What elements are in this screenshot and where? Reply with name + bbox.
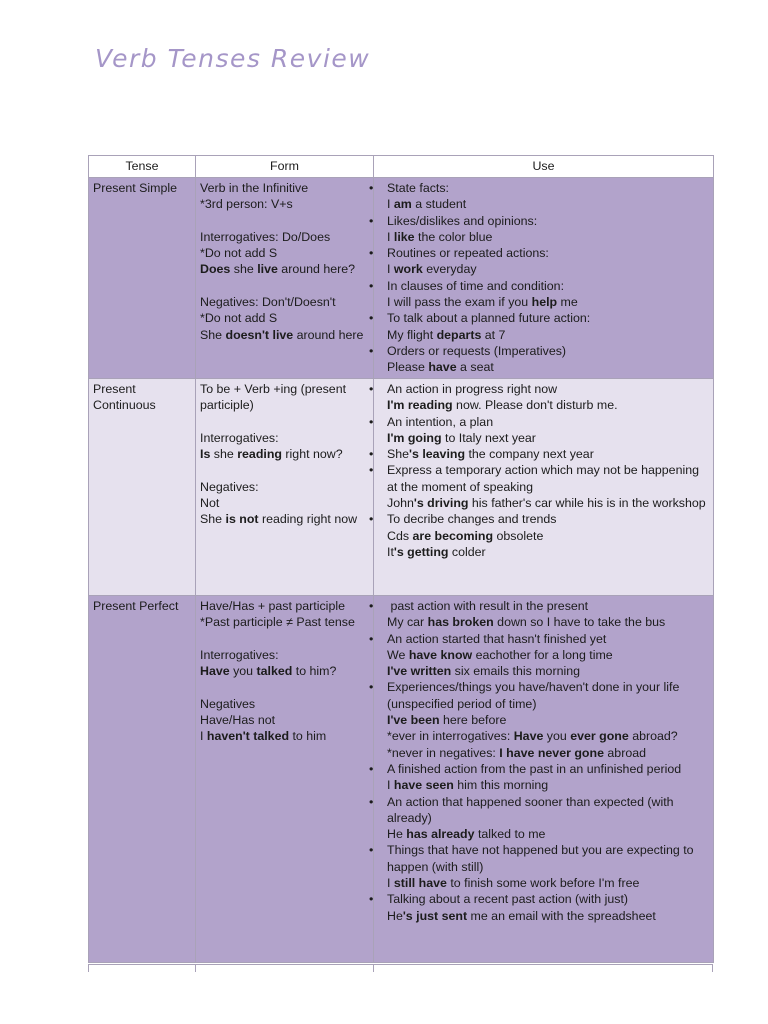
use-example bbox=[378, 544, 709, 560]
use-example bbox=[378, 294, 709, 310]
form-line bbox=[200, 631, 369, 647]
use-heading bbox=[369, 245, 709, 261]
bold-text: is not bbox=[225, 512, 259, 527]
text-run: *Do not add S bbox=[200, 246, 278, 261]
text-run: his father's car while his is in the workshop bbox=[468, 496, 706, 511]
use-text: State facts: bbox=[387, 181, 449, 195]
bullet-icon: • bbox=[369, 311, 374, 326]
text-run: She bbox=[387, 447, 410, 462]
bold-text: 's leaving bbox=[409, 447, 466, 462]
use-item bbox=[369, 213, 709, 246]
bold-text: talked bbox=[256, 664, 293, 679]
use-item bbox=[369, 446, 709, 462]
use-example bbox=[378, 327, 709, 343]
bullet-icon: • bbox=[369, 246, 374, 261]
form-line bbox=[200, 381, 369, 397]
use-text: Routines or repeated actions: bbox=[387, 246, 549, 261]
form-cell bbox=[196, 379, 374, 596]
use-item bbox=[369, 794, 709, 843]
form-line bbox=[200, 495, 369, 511]
text-run: He bbox=[387, 908, 403, 923]
bold-text: have bbox=[428, 360, 457, 375]
form-line bbox=[200, 479, 369, 495]
use-item bbox=[369, 891, 709, 924]
form-line bbox=[200, 696, 369, 712]
bullet-icon: • bbox=[369, 680, 374, 695]
bold-text: have know bbox=[408, 647, 473, 662]
table-row bbox=[89, 178, 714, 379]
bullet-icon: • bbox=[369, 382, 374, 396]
use-example bbox=[378, 663, 709, 679]
text-run: participle) bbox=[200, 398, 254, 413]
text-run: I bbox=[387, 229, 394, 244]
text-run: talked to me bbox=[474, 827, 546, 842]
text-run: the company next year bbox=[465, 447, 594, 462]
text-run: to Italy next year bbox=[441, 430, 536, 445]
use-example bbox=[378, 826, 709, 842]
text-run: I bbox=[387, 778, 394, 793]
text-run: here before bbox=[439, 713, 507, 728]
form-line bbox=[200, 261, 369, 277]
use-heading bbox=[369, 414, 709, 430]
text-run: obsolete bbox=[493, 528, 544, 543]
bold-text: live bbox=[257, 262, 278, 277]
use-text: An action started that hasn't finished yet bbox=[387, 631, 607, 646]
use-text: Likes/dislikes and opinions: bbox=[387, 213, 538, 228]
use-text: past action with result in the present bbox=[387, 599, 589, 613]
text-run: I bbox=[387, 262, 394, 277]
text-run: *3rd person: V+s bbox=[200, 197, 293, 212]
text-run: she bbox=[230, 262, 258, 277]
form-line bbox=[200, 647, 369, 663]
text-run: you bbox=[229, 664, 257, 679]
use-heading bbox=[369, 462, 709, 495]
bold-text: help bbox=[531, 295, 558, 310]
form-cell bbox=[196, 596, 374, 963]
text-run: Negatives: bbox=[200, 479, 259, 494]
use-item bbox=[369, 245, 709, 278]
form-line bbox=[200, 180, 369, 196]
text-run: Please bbox=[387, 360, 429, 375]
tense-cell bbox=[89, 178, 196, 379]
use-item bbox=[369, 761, 709, 794]
form-line bbox=[200, 679, 369, 695]
use-heading bbox=[369, 679, 709, 712]
text-run: a seat bbox=[456, 360, 494, 375]
bullet-icon: • bbox=[369, 599, 374, 613]
text-run: John bbox=[387, 496, 414, 511]
text-run: to finish some work before I'm free bbox=[446, 876, 640, 891]
use-example bbox=[378, 712, 709, 728]
use-heading bbox=[369, 598, 709, 614]
bold-text: 's just sent bbox=[402, 908, 468, 923]
text-run: Not bbox=[200, 496, 220, 511]
text-run: Have/Has + past participle bbox=[200, 599, 345, 613]
text-run: Interrogatives: bbox=[200, 430, 279, 445]
text-run: Negatives bbox=[200, 696, 256, 711]
use-text: Orders or requests (Imperatives) bbox=[387, 343, 567, 358]
bullet-icon: • bbox=[369, 631, 374, 646]
use-text: Experiences/things you have/haven't done in your life (unspecified period of time) bbox=[387, 680, 680, 711]
form-line bbox=[200, 712, 369, 728]
bold-text: ever gone bbox=[570, 729, 629, 744]
use-item bbox=[369, 180, 709, 213]
table-header-row bbox=[89, 156, 714, 178]
text-run: you bbox=[543, 729, 571, 744]
bold-text: Have bbox=[200, 664, 230, 679]
use-text: Things that have not happened but you are expecting to happen (with still) bbox=[387, 843, 694, 874]
use-example bbox=[378, 196, 709, 212]
bold-text: haven't talked bbox=[206, 729, 290, 744]
text-run: I will pass the exam if you bbox=[387, 295, 532, 310]
bullet-icon: • bbox=[369, 343, 374, 358]
bold-text: 's getting bbox=[393, 544, 449, 559]
text-run: everyday bbox=[422, 262, 477, 277]
use-heading bbox=[369, 180, 709, 196]
text-run: around here bbox=[293, 327, 364, 342]
tense-name: Present Simple bbox=[93, 181, 178, 195]
use-item bbox=[369, 842, 709, 891]
text-run: now. Please don't disturb me. bbox=[452, 398, 618, 413]
text-run: Negatives: Don't/Doesn't bbox=[200, 295, 336, 310]
bold-text: am bbox=[393, 197, 412, 212]
text-run: Have/Has not bbox=[200, 713, 276, 728]
form-line bbox=[200, 213, 369, 229]
text-run: reading right now bbox=[258, 512, 358, 527]
table-row bbox=[89, 596, 714, 963]
use-item bbox=[369, 679, 709, 760]
bold-text: have seen bbox=[393, 778, 454, 793]
use-heading bbox=[369, 794, 709, 827]
use-text: An action in progress right now bbox=[387, 382, 558, 396]
text-run: right now? bbox=[281, 447, 343, 462]
use-example bbox=[378, 875, 709, 891]
table-row bbox=[89, 379, 714, 596]
text-run: I bbox=[200, 729, 207, 744]
bullet-icon: • bbox=[369, 447, 374, 462]
form-line bbox=[200, 598, 369, 614]
bold-text: I'm going bbox=[387, 430, 442, 445]
bold-text: departs bbox=[436, 327, 482, 342]
bold-text: has already bbox=[406, 827, 475, 842]
text-run: around here? bbox=[277, 262, 356, 277]
text-run: abroad? bbox=[628, 729, 678, 744]
bullet-icon: • bbox=[369, 843, 374, 858]
use-text: A finished action from the past in an unfinished period bbox=[387, 761, 682, 776]
form-line bbox=[200, 446, 369, 462]
tense-name: Present Continuous bbox=[93, 382, 156, 413]
bold-text: doesn't live bbox=[225, 327, 294, 342]
text-run: *never in negatives: bbox=[387, 745, 500, 760]
text-run: at 7 bbox=[481, 327, 506, 342]
use-cell bbox=[369, 379, 714, 596]
text-run: to him bbox=[289, 729, 327, 744]
use-example bbox=[378, 614, 709, 630]
bold-text: Have bbox=[513, 729, 544, 744]
text-run: She bbox=[200, 327, 226, 342]
use-example bbox=[378, 745, 709, 761]
bold-text: like bbox=[393, 229, 415, 244]
form-line bbox=[200, 229, 369, 245]
header-use: Use bbox=[374, 156, 714, 178]
use-item bbox=[369, 343, 709, 376]
text-run: she bbox=[210, 447, 238, 462]
form-line bbox=[200, 414, 369, 430]
text-run: *ever in interrogatives: bbox=[387, 729, 514, 744]
bullet-icon: • bbox=[369, 414, 374, 429]
use-example bbox=[378, 397, 709, 413]
use-heading bbox=[369, 310, 709, 326]
use-text: Talking about a recent past action (with just) bbox=[387, 892, 629, 907]
text-run: abroad bbox=[603, 745, 646, 760]
text-run: to him? bbox=[292, 664, 337, 679]
form-line bbox=[200, 614, 369, 630]
bullet-icon: • bbox=[369, 278, 374, 293]
bold-text: has broken bbox=[427, 615, 494, 630]
text-run: *Do not add S bbox=[200, 311, 278, 326]
bold-text: Does bbox=[200, 262, 231, 277]
form-line bbox=[200, 310, 369, 326]
text-run: six emails this morning bbox=[451, 664, 580, 679]
use-text: To decribe changes and trends bbox=[387, 512, 557, 527]
use-item bbox=[369, 598, 709, 631]
bold-text: reading bbox=[237, 447, 282, 462]
use-heading bbox=[369, 511, 709, 527]
text-run: *Past participle ≠ Past tense bbox=[200, 615, 355, 630]
form-line bbox=[200, 462, 369, 478]
use-item bbox=[369, 278, 709, 311]
bullet-icon: • bbox=[369, 463, 374, 478]
use-text: In clauses of time and condition: bbox=[387, 278, 565, 293]
use-heading bbox=[369, 213, 709, 229]
use-heading bbox=[369, 381, 709, 397]
text-run: Interrogatives: Do/Does bbox=[200, 229, 331, 244]
bullet-icon: • bbox=[369, 892, 374, 907]
form-line bbox=[200, 663, 369, 679]
use-heading bbox=[369, 631, 709, 647]
use-example bbox=[378, 528, 709, 544]
text-run: My flight bbox=[387, 327, 437, 342]
bullet-icon: • bbox=[369, 181, 374, 195]
use-heading bbox=[369, 343, 709, 359]
form-line bbox=[200, 278, 369, 294]
bullet-icon: • bbox=[369, 761, 374, 776]
use-item bbox=[369, 631, 709, 680]
bullet-icon: • bbox=[369, 794, 374, 809]
form-cell bbox=[196, 178, 374, 379]
bullet-icon: • bbox=[369, 512, 374, 527]
use-heading bbox=[369, 446, 709, 462]
text-run: him this morning bbox=[453, 778, 549, 793]
text-run: I bbox=[387, 197, 394, 212]
text-run: Interrogatives: bbox=[200, 647, 279, 662]
use-example bbox=[378, 359, 709, 375]
text-run: He bbox=[387, 827, 407, 842]
use-example bbox=[378, 647, 709, 663]
tense-name: Present Perfect bbox=[93, 599, 179, 613]
header-form: Form bbox=[196, 156, 374, 178]
bold-text: are becoming bbox=[412, 528, 494, 543]
use-example bbox=[378, 777, 709, 793]
bold-text: I've written bbox=[387, 664, 452, 679]
use-item bbox=[369, 462, 709, 511]
use-heading bbox=[369, 842, 709, 875]
header-tense: Tense bbox=[89, 156, 196, 178]
page-title: Verb Tenses Review bbox=[95, 44, 371, 73]
text-run: Cds bbox=[387, 528, 413, 543]
use-item bbox=[369, 511, 709, 560]
text-run: a student bbox=[411, 197, 467, 212]
text-run: down so I have to take the bus bbox=[493, 615, 666, 630]
form-line bbox=[200, 294, 369, 310]
use-example bbox=[378, 229, 709, 245]
use-example bbox=[378, 261, 709, 277]
text-run: She bbox=[200, 512, 226, 527]
use-text: An intention, a plan bbox=[387, 414, 494, 429]
form-line bbox=[200, 196, 369, 212]
use-cell bbox=[369, 596, 714, 963]
form-line bbox=[200, 728, 369, 744]
use-item bbox=[369, 414, 709, 447]
use-item bbox=[369, 381, 709, 414]
tense-cell bbox=[89, 379, 196, 596]
text-run: me an email with the spreadsheet bbox=[467, 908, 656, 923]
form-line bbox=[200, 430, 369, 446]
bold-text: Is bbox=[200, 447, 211, 462]
bold-text: I've been bbox=[387, 713, 440, 728]
form-line bbox=[200, 511, 369, 527]
text-run: I bbox=[387, 876, 394, 891]
use-text: An action that happened sooner than expected (with already) bbox=[387, 794, 674, 825]
text-run: me bbox=[557, 295, 578, 310]
text-run: Verb in the Infinitive bbox=[200, 181, 309, 195]
bold-text: I'm reading bbox=[387, 398, 453, 413]
form-line bbox=[200, 245, 369, 261]
bold-text: I have never gone bbox=[499, 745, 604, 760]
use-heading bbox=[369, 278, 709, 294]
tense-cell bbox=[89, 596, 196, 963]
use-example bbox=[378, 495, 709, 511]
form-line bbox=[200, 327, 369, 343]
use-example bbox=[378, 430, 709, 446]
use-text: To talk about a planned future action: bbox=[387, 311, 591, 326]
text-run: To be + Verb +ing (present bbox=[200, 382, 347, 396]
bold-text: work bbox=[393, 262, 423, 277]
bold-text: 's driving bbox=[413, 496, 469, 511]
text-run: We bbox=[387, 647, 409, 662]
form-line bbox=[200, 397, 369, 413]
use-cell bbox=[369, 178, 714, 379]
use-example bbox=[378, 908, 709, 924]
use-text: Express a temporary action which may not be happening at the moment of speaking bbox=[387, 463, 700, 494]
text-run: the color blue bbox=[414, 229, 493, 244]
bullet-icon: • bbox=[369, 213, 374, 228]
text-run: colder bbox=[448, 544, 486, 559]
text-run: It bbox=[387, 544, 394, 559]
table-continuation-row bbox=[88, 964, 713, 972]
text-run: eachother for a long time bbox=[472, 647, 613, 662]
use-example bbox=[378, 728, 709, 744]
bold-text: still have bbox=[393, 876, 447, 891]
use-heading bbox=[369, 891, 709, 907]
use-heading bbox=[369, 761, 709, 777]
verb-tenses-table bbox=[88, 155, 714, 963]
text-run: My car bbox=[387, 615, 428, 630]
use-item bbox=[369, 310, 709, 343]
